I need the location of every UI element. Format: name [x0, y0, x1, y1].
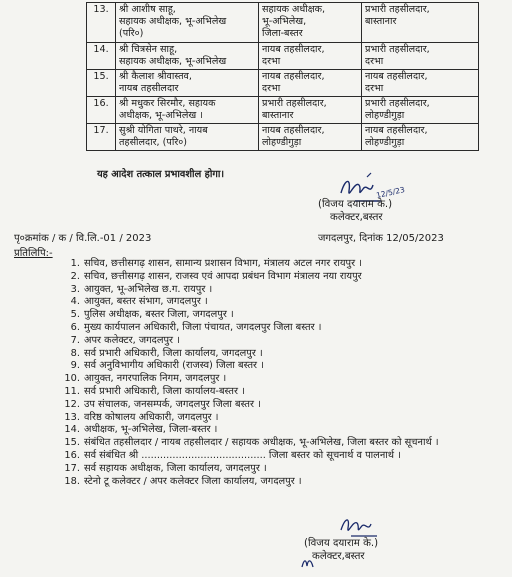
recipient-text: उप संचालक, जनसम्पर्क, जगदलपुर जिला बस्तर ।	[84, 398, 261, 410]
recipient-item	[62, 284, 502, 297]
recipient-number: 12.	[64, 398, 80, 410]
signatory-1-title: कलेक्टर,बस्तर	[330, 212, 383, 223]
transfer-row	[87, 97, 479, 124]
recipient-text: सर्व सहायक अधीक्षक, जिला कार्यालय, जगदलपुर ।	[84, 462, 267, 474]
recipient-item	[62, 348, 502, 361]
recipient-number: 10.	[64, 373, 80, 385]
transfer-serial: 16.	[87, 97, 116, 124]
recipient-number: 9.	[70, 360, 80, 372]
recipient-item	[62, 373, 502, 386]
transfer-serial: 14.	[87, 43, 116, 70]
signature-date: 12/5/23	[375, 185, 406, 200]
transfer-new-post: नायब तहसीलदार, लोहण्डीगुड़ा	[362, 124, 479, 151]
recipient-text: स्टेनो टू कलेक्टर / अपर कलेक्टर जिला कार्यालय, जगदलपुर ।	[84, 475, 302, 487]
recipient-item	[62, 258, 502, 271]
signatory-2-name: (विजय दयाराम के.)	[304, 538, 379, 549]
recipient-text: वरिष्ठ कोषालय अधिकारी, जगदलपुर ।	[84, 411, 219, 423]
transfer-new-post: प्रभारी तहसीलदार, लोहण्डीगुड़ा	[362, 97, 479, 124]
recipient-number: 8.	[70, 347, 80, 359]
transfer-officer-name: श्री आशीष साहू, सहायक अधीक्षक, भू-अभिलेख (परि०)	[116, 3, 259, 43]
transfer-officer-name: श्री कैलाश श्रीवास्तव, नायब तहसीलदार	[116, 70, 259, 97]
recipient-number: 13.	[64, 411, 80, 423]
recipient-item	[62, 437, 502, 450]
signatory-2-title: कलेक्टर,बस्तर	[312, 551, 365, 562]
recipient-item	[62, 296, 502, 309]
recipient-item	[62, 399, 502, 412]
recipient-number: 4.	[70, 296, 80, 308]
recipient-text: अपर कलेक्टर, जगदलपुर ।	[84, 334, 180, 346]
handwritten-initial-mark	[300, 555, 316, 571]
recipient-text: सर्व प्रभारी अधिकारी, जिला कार्यालय, जगदलपुर ।	[84, 347, 263, 359]
recipient-text: आयुक्त, नगरपालिक निगम, जगदलपुर ।	[84, 373, 227, 385]
recipient-item	[62, 322, 502, 335]
transfer-new-post: प्रभारी तहसीलदार, दरभा	[362, 43, 479, 70]
transfer-officer-name: श्री चित्रसेन साहू, सहायक अधीक्षक, भू-अभिलेख	[116, 43, 259, 70]
reference-number: पृ०क्रमांक / क / वि.लि.-01 / 2023	[14, 233, 152, 244]
transfer-current-post: सहायक अधीक्षक, भू-अभिलेख, जिला-बस्तर	[259, 3, 362, 43]
transfer-officer-name: श्री मधुकर सिरमौर, सहायक अधीक्षक, भू-अभिलेख ।	[116, 97, 259, 124]
recipient-item	[62, 476, 502, 489]
transfer-current-post: नायब तहसीलदार, दरभा	[259, 70, 362, 97]
recipient-item	[62, 386, 502, 399]
recipient-item	[62, 463, 502, 476]
transfer-serial: 17.	[87, 124, 116, 151]
recipient-number: 11.	[64, 385, 80, 397]
signatory-1-name: (विजय दयाराम के.)	[318, 199, 393, 210]
recipient-item	[62, 360, 502, 373]
transfer-new-post: प्रभारी तहसीलदार, बास्तानार	[362, 3, 479, 43]
recipient-text: आयुक्त, भू-अभिलेख छ.ग. रायपुर ।	[84, 283, 213, 295]
transfer-current-post: नायब तहसीलदार, दरभा	[259, 43, 362, 70]
recipient-text: सर्व संबंधित श्री ........................................ जिला बस्तर को सूचनार्थ व पालनार्थ ।	[84, 449, 401, 461]
transfer-serial: 13.	[87, 3, 116, 43]
recipient-text: सचिव, छत्तीसगढ़ शासन, राजस्व एवं आपदा प्रबंधन विभाग मंत्रालय नया रायपुर	[84, 270, 362, 282]
transfer-current-post: प्रभारी तहसीलदार, बास्तानार	[259, 97, 362, 124]
transfer-table	[86, 2, 479, 151]
signatory-1	[318, 198, 392, 224]
recipient-number: 6.	[70, 321, 80, 333]
recipient-text: सर्व प्रभारी अधिकारी, जिला कार्यालय-बस्तर ।	[84, 385, 245, 397]
recipient-text: पुलिस अधीक्षक, बस्तर जिला, जगदलपुर ।	[84, 309, 234, 321]
transfer-row	[87, 124, 479, 151]
recipient-number: 7.	[70, 334, 80, 346]
recipient-number: 15.	[64, 437, 80, 449]
transfer-new-post: नायब तहसीलदार, दरभा	[362, 70, 479, 97]
transfer-row	[87, 43, 479, 70]
recipient-item	[62, 450, 502, 463]
transfer-serial: 15.	[87, 70, 116, 97]
recipient-item	[62, 412, 502, 425]
copy-to-label: प्रतिलिपि:-	[14, 248, 53, 259]
recipient-text: संबंधित तहसीलदार / नायब तहसीलदार / सहायक अधीक्षक, भू-अभिलेख, जिला बस्तर को सूचनार्थ ।	[84, 437, 439, 449]
recipient-item	[62, 424, 502, 437]
transfer-officer-name: सुश्री योगिता पाथरे, नायब तहसीलदार, (परि०)	[116, 124, 259, 151]
recipient-item	[62, 271, 502, 284]
recipient-text: मुख्य कार्यपालन अधिकारी, जिला पंचायत, जगदलपुर जिला बस्तर ।	[84, 321, 322, 333]
recipient-text: सर्व अनुविभागीय अधिकारी (राजस्व) जिला बस्तर ।	[84, 360, 264, 372]
recipient-text: अधीक्षक, भू-अभिलेख, जिला-बस्तर ।	[84, 424, 218, 436]
order-effective-note: यह आदेश तत्काल प्रभावशील होगा।	[97, 169, 225, 180]
recipient-list	[62, 258, 502, 488]
recipient-text: आयुक्त, बस्तर संभाग, जगदलपुर ।	[84, 296, 208, 308]
recipient-number: 1.	[70, 258, 80, 269]
recipient-text: सचिव, छत्तीसगढ़ शासन, सामान्य प्रशासन विभाग, मंत्रालय अटल नगर रायपुर ।	[84, 258, 362, 269]
recipient-item	[62, 309, 502, 322]
recipient-number: 16.	[64, 449, 80, 461]
recipient-number: 2.	[70, 270, 80, 282]
recipient-number: 18.	[64, 475, 80, 487]
transfer-current-post: नायब तहसीलदार, लोहण्डीगुड़ा	[259, 124, 362, 151]
recipient-number: 17.	[64, 462, 80, 474]
transfer-table-body	[87, 3, 479, 151]
transfer-row	[87, 70, 479, 97]
recipient-number: 5.	[70, 309, 80, 321]
recipient-number: 3.	[70, 283, 80, 295]
recipient-item	[62, 335, 502, 348]
recipient-number: 14.	[64, 424, 80, 436]
handwritten-signature-2	[337, 512, 387, 540]
transfer-row	[87, 3, 479, 43]
reference-place-date: जगदलपुर, दिनांक 12/05/2023	[318, 233, 444, 244]
